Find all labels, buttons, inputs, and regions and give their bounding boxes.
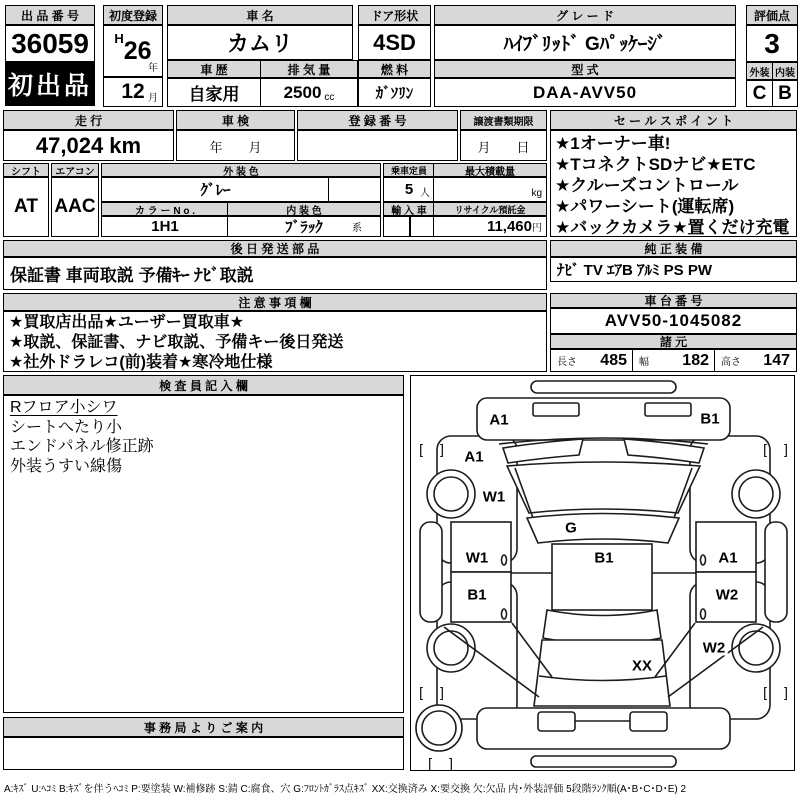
import-header: 輸 入 車 <box>383 202 435 216</box>
diagram-label-b1: B1 <box>700 410 720 428</box>
history-header: 車 歴 <box>167 60 261 78</box>
displacement-header: 排 気 量 <box>260 60 358 78</box>
interior-color-name: ﾌﾞﾗｯｸ <box>285 219 323 236</box>
max-load-unit: kg <box>531 188 542 199</box>
score-header: 評価点 <box>746 5 798 25</box>
exterior-color-extra-cell <box>328 177 381 202</box>
spec-height <box>714 349 797 372</box>
year-unit: 年 <box>148 63 158 74</box>
first-listing-badge: 初出品 <box>5 62 95 106</box>
length-label: 長さ <box>557 357 577 368</box>
exterior-grade-value: C <box>746 80 773 107</box>
month-unit: 月 <box>148 93 158 104</box>
interior-grade-header: 内装 <box>772 62 798 80</box>
color-no-header: カ ラ ー N o . <box>101 202 229 216</box>
score-value: 3 <box>746 25 798 62</box>
reg-year: 26 <box>123 36 152 65</box>
list-item: ★取説、保証書、ナビ取説、予備キー後日発送 <box>9 334 344 351</box>
legend-line: A:ｷｽﾞ U:ﾍｺﾐ B:ｷｽﾞを伴うﾍｺﾐ P:要塗装 W:補修跡 S:錆 C:腐食、穴 G:ﾌﾛﾝﾄｶﾞﾗｽ点ｷｽﾞ XX:交換済み X:要交換 欠:欠品 内･外装評価 5段階ﾗﾝｸ順(A･B･C･D･E) 2 <box>4 784 687 795</box>
recycle-deposit-header: リサイクル預託金 <box>433 202 547 216</box>
aircon-header: エアコン <box>51 163 99 177</box>
diagram-bracket-3: [ ] <box>763 684 789 700</box>
diagram-label-a1: A1 <box>464 448 484 466</box>
transfer-docs-header: 譲渡書類期限 <box>460 110 547 130</box>
diagram-bracket-2: [ ] <box>419 684 445 700</box>
fuel-header: 燃 料 <box>358 60 431 78</box>
car-name-value: カムリ <box>167 25 353 60</box>
list-item: ★1オーナー車! <box>555 134 671 153</box>
equipment-header: 純 正 装 備 <box>550 240 797 257</box>
auction-no-value: 36059 <box>5 25 95 62</box>
office-info-body <box>3 737 404 770</box>
diagram-label-w2: W2 <box>715 586 739 604</box>
shift-header: シフト <box>3 163 49 177</box>
diagram-bracket-0: [ ] <box>419 441 445 457</box>
list-item: ★パワーシート(運転席) <box>555 197 735 216</box>
diagram-label-w1: W1 <box>465 549 489 567</box>
car-name-header: 車 名 <box>167 5 353 25</box>
mileage-value: 47,024 km <box>3 130 174 161</box>
car-damage-diagram <box>410 375 795 771</box>
grade-value: ﾊｲﾌﾞﾘｯﾄﾞ Gﾊﾟｯｹｰｼﾞ <box>434 25 736 60</box>
car-outline-drawing <box>411 376 793 769</box>
list-item: ★バックカメラ★置くだけ充電 <box>555 218 790 237</box>
reg-month: 12 <box>121 80 145 103</box>
door-shape-header: ドア形状 <box>358 5 431 25</box>
width-value: 182 <box>682 351 709 369</box>
length-value: 485 <box>600 351 627 369</box>
diagram-label-w1: W1 <box>482 488 506 506</box>
exterior-color-header: 外 装 色 <box>101 163 381 177</box>
capacity-unit: 人 <box>420 188 430 199</box>
first-registration-month <box>103 77 163 107</box>
diagram-bracket-1: [ ] <box>763 441 789 457</box>
mileage-header: 走 行 <box>3 110 174 130</box>
diagram-label-a1: A1 <box>718 549 738 567</box>
notes-header: 注 意 事 項 欄 <box>3 293 547 311</box>
list-item: ★TコネクトSDナビ★ETC <box>555 155 756 174</box>
import-value <box>383 216 435 237</box>
model-code-header: 型 式 <box>434 60 736 78</box>
shift-value: AT <box>3 177 49 237</box>
shipped-parts-header: 後 日 発 送 部 品 <box>3 240 547 257</box>
recycle-amount: 11,460 <box>486 218 532 235</box>
capacity-header: 乗車定員 <box>383 163 435 177</box>
aircon-value: AAC <box>51 177 99 237</box>
capacity-value <box>383 177 435 202</box>
exterior-color-value: ｸﾞﾚｰ <box>101 177 330 202</box>
diagram-label-xx: XX <box>631 657 653 675</box>
list-item: Rフロア小シワ <box>10 399 118 416</box>
width-label: 幅 <box>639 357 649 368</box>
grade-header: グ レ ー ド <box>434 5 736 25</box>
list-item: シートへたり小 <box>10 418 123 436</box>
height-label: 高さ <box>721 357 741 368</box>
interior-color-header: 内 装 色 <box>227 202 381 216</box>
shipped-parts-value: 保証書 車両取説 予備ｷｰ ﾅﾋﾞ取説 <box>3 257 547 290</box>
era-letter: H <box>114 31 124 46</box>
specs-header: 諸 元 <box>550 334 797 349</box>
list-item: エンドパネル修正跡 <box>10 438 154 455</box>
diagram-label-a1: A1 <box>489 411 509 429</box>
door-shape-value: 4SD <box>358 25 431 60</box>
notes-list <box>3 311 547 372</box>
model-code-value: DAA-AVV50 <box>434 78 736 107</box>
color-no-value: 1H1 <box>101 216 229 237</box>
exterior-grade-header: 外装 <box>746 62 773 80</box>
interior-color-suffix: 系 <box>352 223 362 234</box>
max-load-value <box>433 177 547 202</box>
fuel-value: ｶﾞｿﾘﾝ <box>358 78 431 107</box>
list-item: ★社外ドラレコ(前)装着★寒冷地仕様 <box>9 354 273 371</box>
interior-color-value <box>227 216 381 237</box>
first-registration-header: 初度登録 <box>103 5 163 25</box>
diagram-bracket-4: [ ] <box>428 755 454 771</box>
chassis-no-value: AVV50-1045082 <box>550 308 797 334</box>
list-item: ★買取店出品★ユーザー買取車★ <box>9 314 245 331</box>
displacement-value <box>260 78 358 107</box>
interior-grade-value: B <box>772 80 798 107</box>
shaken-value: 年 月 <box>176 130 295 161</box>
list-item: 外装うすい線傷 <box>10 457 123 475</box>
equipment-value: ﾅﾋﾞ TV ｴｱB ｱﾙﾐ PS PW <box>550 257 797 282</box>
registration-no-value <box>297 130 458 161</box>
recycle-unit: 円 <box>532 223 542 234</box>
diagram-label-b1: B1 <box>467 586 487 604</box>
chassis-no-header: 車 台 番 号 <box>550 293 797 308</box>
diagram-label-w2: W2 <box>702 639 726 657</box>
inspector-notes-list <box>3 395 404 713</box>
auction-no-header: 出 品 番 号 <box>5 5 95 25</box>
list-item: ★クルーズコントロール <box>555 176 739 195</box>
height-value: 147 <box>763 351 790 369</box>
diagram-label-g: G <box>565 519 577 537</box>
spec-width <box>632 349 716 372</box>
sales-points-header: セ ー ル ス ポ イ ン ト <box>550 110 797 130</box>
displacement-unit: cc <box>324 92 335 103</box>
office-info-header: 事 務 局 よ り ご 案 内 <box>3 717 404 737</box>
history-value: 自家用 <box>167 78 261 107</box>
registration-no-header: 登 録 番 号 <box>297 110 458 130</box>
diagram-label-b1: B1 <box>594 549 614 567</box>
inspector-header: 検 査 員 記 入 欄 <box>3 375 404 395</box>
max-load-header: 最大積載量 <box>433 163 547 177</box>
recycle-deposit-value <box>433 216 547 237</box>
capacity-number: 5 <box>404 181 414 198</box>
transfer-docs-value: 月 日 <box>460 130 547 161</box>
displacement-number: 2500 <box>283 82 322 102</box>
spec-length <box>550 349 634 372</box>
first-registration-year <box>103 25 163 77</box>
sales-points-list <box>550 130 797 237</box>
shaken-header: 車 検 <box>176 110 295 130</box>
